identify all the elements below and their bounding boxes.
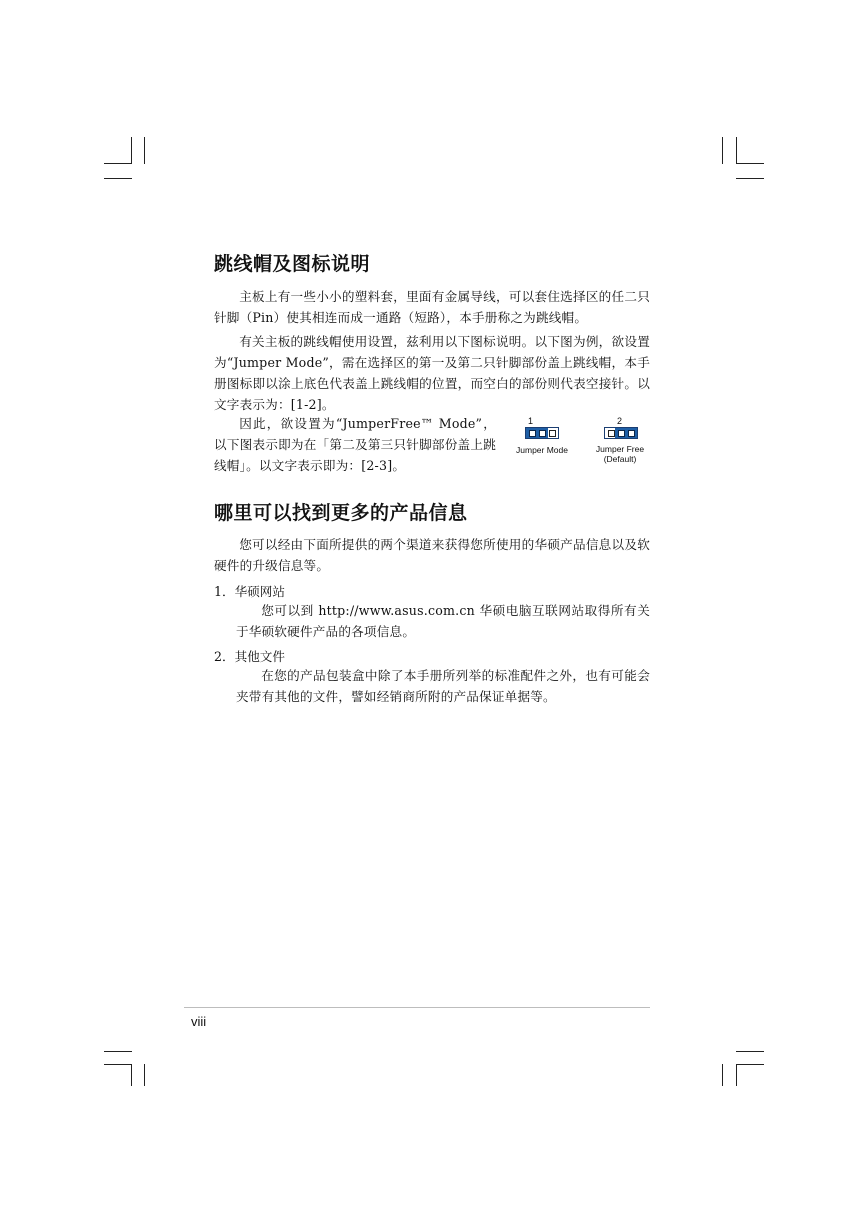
paragraph-jumper-usage: 有关主板的跳线帽使用设置，兹利用以下图标说明。以下图为例，欲设置为“Jumper Mode”，需在选择区的第一及第二只针脚部份盖上跳线帽，本手册图标即以涂上底色代表盖上跳线帽的位置，而空白的部份则代表空接针。以文字表示为：[1-2]。 — [214, 334, 650, 412]
crop-mark — [736, 137, 737, 164]
crop-mark — [722, 137, 723, 164]
pin-1 — [608, 430, 615, 437]
pin-3 — [628, 430, 635, 437]
crop-mark — [104, 1051, 132, 1052]
crop-mark — [104, 163, 132, 164]
list-item-heading: 1．华硕网站 — [214, 584, 285, 599]
list-item-heading: 2．其他文件 — [214, 649, 285, 664]
pin-2 — [539, 430, 546, 437]
crop-mark — [736, 163, 764, 164]
paragraph-jumper-intro: 主板上有一些小小的塑料套，里面有金属导线，可以套住选择区的任二只针脚（Pin）使其相连而成一通路（短路），本手册称之为跳线帽。 — [214, 289, 650, 325]
crop-mark — [144, 137, 145, 164]
crop-mark — [104, 178, 132, 179]
section-title-jumpers: 跳线帽及图标说明 — [214, 253, 371, 275]
jumper-mode-label: Jumper Mode — [516, 445, 568, 455]
pin-2 — [618, 430, 625, 437]
list-item-body: 您可以到 http://www.asus.com.cn 华硕电脑互联网站取得所有关于华硕软硬件产品的各项信息。 — [236, 603, 650, 639]
jumper-free-header — [604, 427, 638, 439]
section-title-more-info: 哪里可以找到更多的产品信息 — [214, 502, 468, 524]
crop-mark — [131, 1064, 132, 1086]
footer-divider — [184, 1007, 650, 1008]
pin-numbers-jumper-mode: 1 — [528, 416, 538, 426]
jumper-free-label: Jumper Free — [595, 444, 645, 454]
crop-mark — [144, 1064, 145, 1086]
crop-mark — [104, 1064, 132, 1065]
paragraph-jumperfree: 因此，欲设置为“JumperFree™ Mode”，以下图表示即为在「第二及第三只针脚部份盖上跳线帽」。以文字表示即为：[2-3]。 — [214, 416, 496, 473]
jumper-mode-header — [525, 427, 559, 439]
crop-mark — [736, 1064, 764, 1065]
crop-mark — [131, 137, 132, 164]
pin-numbers-jumper-free: 2 — [617, 416, 627, 426]
crop-mark — [736, 1064, 737, 1086]
crop-mark — [722, 1064, 723, 1086]
paragraph-info-intro: 您可以经由下面所提供的两个渠道来获得您所使用的华硕产品信息以及软硬件的升级信息等。 — [214, 537, 650, 573]
pin-3 — [549, 430, 556, 437]
jumper-free-default-label: (Default) — [603, 454, 637, 464]
crop-mark — [736, 1051, 764, 1052]
crop-mark — [736, 178, 764, 179]
pin-1 — [529, 430, 536, 437]
page-number: viii — [191, 1014, 207, 1029]
list-item-body: 在您的产品包装盒中除了本手册所列举的标准配件之外，也有可能会夹带有其他的文件，譬如经销商所附的产品保证单据等。 — [236, 668, 650, 704]
